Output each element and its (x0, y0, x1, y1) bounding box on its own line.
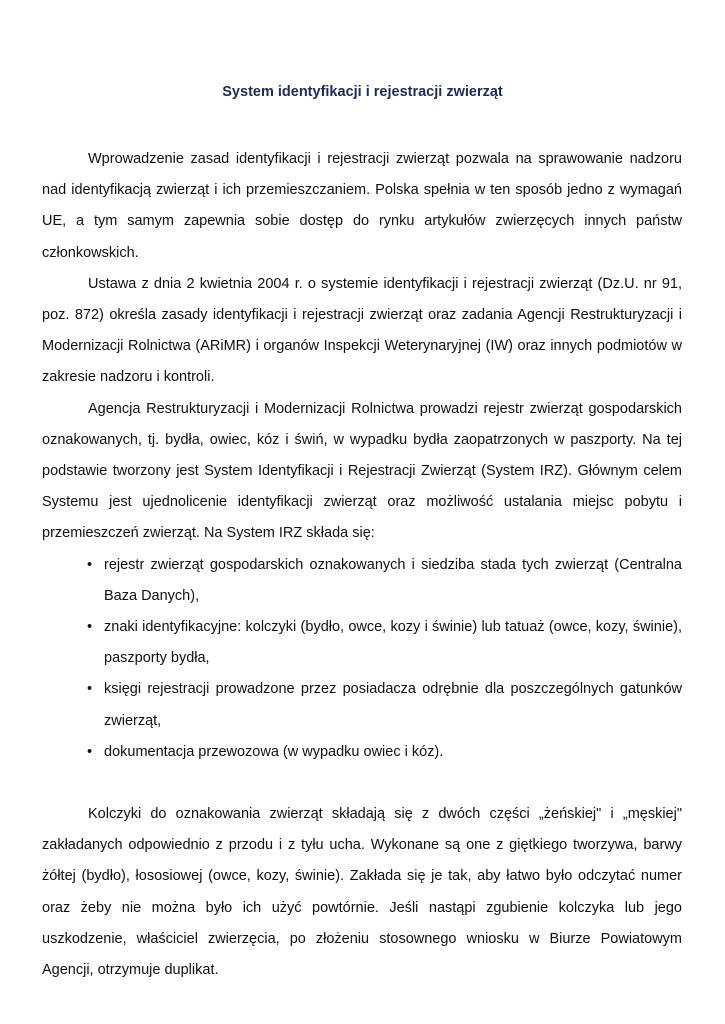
paragraph-spacer (42, 768, 682, 799)
bullet-icon: • (87, 743, 93, 760)
list-item-text: znaki identyfikacyjne: kolczyki (bydło, owce, kozy i świnie) lub tatuaż (owce, kozy, świnie), paszporty bydła, (104, 619, 682, 667)
list-item-text: rejestr zwierząt gospodarskich oznakowanych i siedziba stada tych zwierząt (Centralna Baza Danych), (104, 556, 682, 604)
bullet-icon: • (87, 556, 93, 573)
list-item-text: księgi rejestracji prowadzone przez posiadacza odrębnie dla poszczególnych gatunków zwierząt, (104, 681, 682, 729)
list-item (42, 674, 682, 736)
bullet-icon: • (87, 681, 93, 698)
list-item-text: dokumentacja przewozowa (w wypadku owiec i kóz). (104, 743, 444, 760)
list-item (42, 612, 682, 674)
bullet-icon: • (87, 619, 93, 636)
paragraph-introduction: Wprowadzenie zasad identyfikacji i rejestracji zwierząt pozwala na sprawowanie nadzoru nad identyfikacją zwierząt i ich przemieszczaniem. Polska spełnia w ten sposób jedno z wymagań UE, a tym samym zapewnia sobie dostęp do rynku artykułów zwierzęcych innych państw członkowskich. (42, 151, 682, 261)
list-item (42, 737, 682, 768)
system-components-list (42, 550, 682, 768)
paragraph-agency: Agencja Restrukturyzacji i Modernizacji Rolnictwa prowadzi rejestr zwierząt gospodarskich oznakowanych, tj. bydła, owiec, kóz i świń, w wypadku bydła zaopatrzonych w paszporty. Na tej podstawie tworzony jest System Identyfikacji i Rejestracji Zwierząt (System IRZ). Głównym celem Systemu jest ujednolicenie identyfikacji zwierząt oraz możliwość ustalania miejsc pobytu i przemieszczeń zwierząt. Na System IRZ składa się: (42, 400, 682, 542)
document-title: System identyfikacji i rejestracji zwierząt (222, 84, 503, 100)
list-item (42, 550, 682, 612)
document-body (42, 144, 682, 986)
paragraph-ear-tags: Kolczyki do oznakowania zwierząt składają się z dwóch części „żeńskiej" i „męskiej" zakładanych odpowiednio z przodu i z tyłu ucha. Wykonane są one z giętkiego tworzywa, barwy żółtej (bydło), łososiowej (owce, kozy, świnie). Zakłada się je tak, aby łatwo było odczytać numer oraz żeby nie można było ich użyć powtórnie. Jeśli nastąpi zgubienie kolczyka lub jego uszkodzenie, właściciel zwierzęcia, po złożeniu stosownego wniosku w Biurze Powiatowym Agencji, otrzymuje duplikat. (42, 806, 682, 979)
paragraph-act: Ustawa z dnia 2 kwietnia 2004 r. o systemie identyfikacji i rejestracji zwierząt (Dz.U. nr 91, poz. 872) określa zasady identyfikacji i rejestracji zwierząt oraz zadania Agencji Restrukturyzacji i Modernizacji Rolnictwa (ARiMR) i organów Inspekcji Weterynaryjnej (IW) oraz innych podmiotów w zakresie nadzoru i kontroli. (42, 275, 682, 386)
